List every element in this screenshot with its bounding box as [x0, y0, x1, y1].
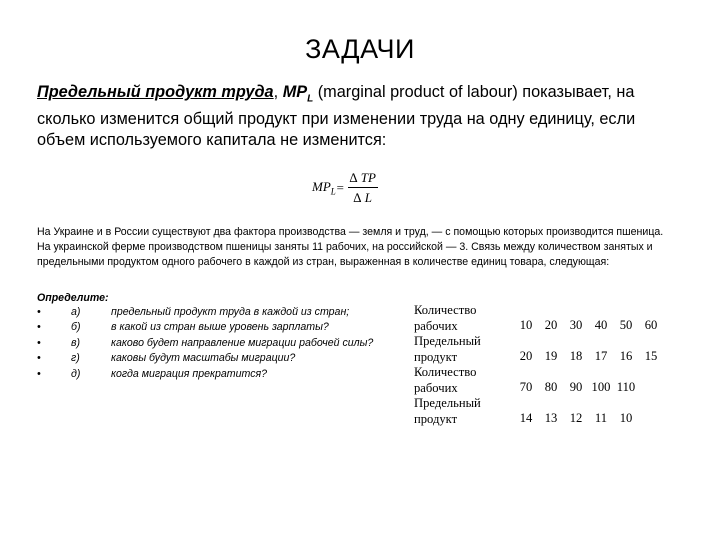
formula-fraction [348, 170, 378, 206]
marginal-product-formula [312, 170, 378, 206]
table-row-ukraine-product [414, 334, 663, 365]
intro-term: Предельный продукт труда [37, 83, 274, 101]
task-text: в какой из стран выше уровень зарплаты? [111, 321, 329, 334]
formula-denominator: ∆ L [353, 190, 372, 205]
intro-mp-symbol [282, 83, 314, 105]
task-list [37, 305, 417, 382]
intro-mp: MP [282, 83, 308, 101]
row-label [414, 303, 514, 334]
table-cell: 110 [616, 379, 636, 394]
row-label-line: рабочих [414, 318, 458, 333]
table-cell: 40 [594, 317, 608, 332]
table-cell: 20 [544, 317, 558, 332]
table-cell: 50 [619, 317, 633, 332]
row-values [514, 411, 638, 428]
table-row-ukraine-workers [414, 303, 663, 334]
row-values [514, 349, 663, 366]
row-label-line: Количество [414, 365, 477, 379]
task-item [37, 336, 417, 351]
task-text: каковы будут масштабы миграции? [111, 352, 296, 365]
slide-title: ЗАДАЧИ [305, 34, 415, 64]
task-text: когда миграция прекратится? [111, 367, 268, 380]
row-label-line: продукт [414, 349, 458, 364]
table-cell: 30 [569, 317, 583, 332]
row-label [414, 396, 514, 427]
table-cell: 11 [594, 410, 608, 425]
row-label-line: Предельный [414, 396, 481, 410]
row-label-line: Предельный [414, 334, 481, 348]
task-item [37, 320, 417, 335]
row-label [414, 365, 514, 396]
table-cell: 70 [519, 379, 533, 394]
formula-lhs [312, 179, 336, 197]
task-text: предельный продукт труда в каждой из стран; [111, 306, 350, 318]
table-cell: 20 [519, 348, 533, 363]
table-cell: 80 [544, 379, 558, 394]
table-cell: 90 [569, 379, 583, 394]
intro-mp-sub: L [307, 93, 314, 105]
intro-body: (marginal product of labour) показывает, на сколько изменится общий продукт при изменении труда на одну единицу, если объем используемого капитала не изменится: [37, 83, 636, 150]
table-cell: 10 [619, 410, 633, 425]
task-bullet: • [37, 321, 41, 334]
task-item [37, 367, 417, 382]
table-cell: 100 [591, 379, 611, 394]
task-bullet: • [37, 306, 41, 318]
task-letter: а) [71, 306, 81, 318]
table-cell: 13 [544, 410, 558, 425]
formula-numerator: ∆ TP [348, 170, 378, 188]
task-item [37, 305, 417, 320]
table-cell: 10 [519, 317, 533, 332]
row-values [514, 380, 638, 397]
intro-text [37, 82, 687, 151]
row-values [514, 318, 663, 335]
table-cell: 19 [544, 348, 558, 363]
problem-paragraph: На Украине и в России существуют два фактора производства — земля и труд, — с помощью которых производится пшеница. На украинской ферме производством пшеницы заняты 11 рабочих, на российской — 3. Связь между количеством занятых и предельными продуктом одного рабочего в каждой из стран, выраженная в количестве единиц товара, следующая: [37, 226, 664, 268]
task-letter: б) [71, 321, 81, 334]
table-row-russia-product [414, 396, 663, 427]
task-bullet: • [37, 367, 41, 380]
intro-comma: , [273, 83, 279, 101]
table-cell: 17 [594, 348, 608, 363]
table-cell: 12 [569, 410, 583, 425]
table-cell: 14 [519, 410, 533, 425]
labour-data-table [414, 303, 663, 427]
table-cell: 16 [619, 348, 633, 363]
task-letter: в) [71, 336, 81, 349]
table-row-russia-workers [414, 365, 663, 396]
formula-lhs-sub: L [330, 186, 336, 197]
row-label-line: продукт [414, 411, 458, 426]
row-label-line: рабочих [414, 380, 458, 395]
task-text: каково будет направление миграции рабочей силы? [111, 336, 374, 349]
formula-lhs-symbol: MP [312, 179, 331, 195]
table-cell: 60 [644, 317, 658, 332]
task-item [37, 351, 417, 366]
task-bullet: • [37, 336, 41, 349]
row-label-line: Количество [414, 303, 477, 317]
tasks-heading: Определите: [37, 292, 109, 304]
task-letter: д) [71, 367, 81, 380]
table-cell: 18 [569, 348, 583, 363]
row-label [414, 334, 514, 365]
formula-equals: = [335, 180, 345, 195]
task-bullet: • [37, 352, 41, 365]
table-cell: 15 [644, 348, 658, 363]
task-letter: г) [71, 352, 80, 365]
